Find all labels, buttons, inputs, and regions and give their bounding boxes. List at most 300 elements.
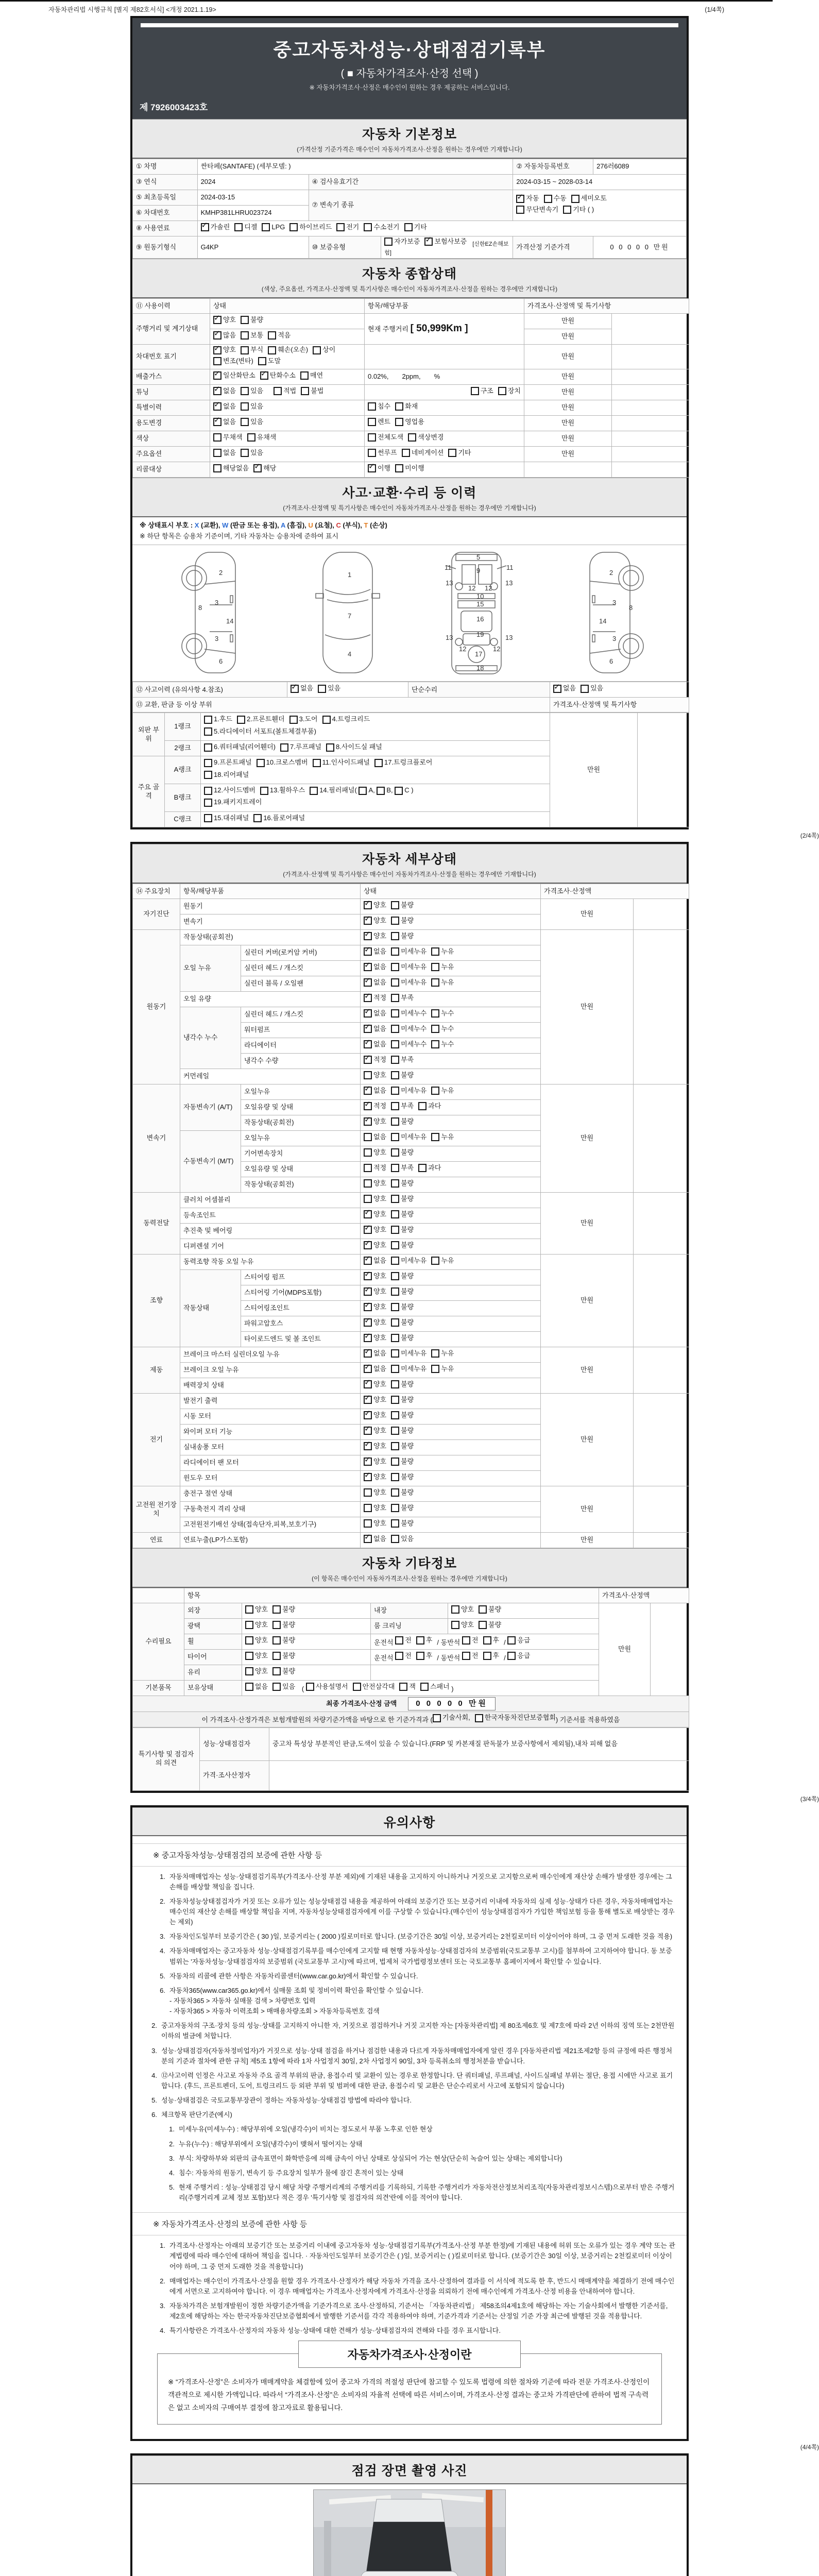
option-18.리어패널[interactable]: 18.리어패널 — [204, 771, 249, 779]
option-있음[interactable]: 있음 — [272, 1683, 295, 1691]
option-적정[interactable]: 적정 — [364, 1164, 386, 1173]
checkbox-icon — [391, 1071, 399, 1079]
option-미세누유[interactable]: 미세누유 — [391, 1349, 426, 1358]
checkbox-icon — [364, 978, 372, 987]
checkbox-icon — [408, 433, 416, 442]
option-누수[interactable]: 누수 — [431, 1025, 454, 1033]
option-불량[interactable]: 불량 — [272, 1605, 295, 1614]
option-10.크로스멤버[interactable]: 10.크로스멤버 — [257, 758, 308, 767]
option-불량[interactable]: 불량 — [391, 1179, 414, 1188]
option-미세누유[interactable]: 미세누유 — [391, 1365, 426, 1374]
option-화재[interactable]: 화재 — [395, 402, 418, 411]
document — [130, 16, 819, 2576]
option-누수[interactable]: 누수 — [431, 1040, 454, 1049]
option-많음[interactable]: ✓ 많음 — [213, 331, 236, 340]
option-불량[interactable]: 불량 — [272, 1621, 295, 1630]
other-info-title: 자동차 기타정보 — [362, 1556, 457, 1571]
option-탄화수소[interactable]: ✓ 탄화수소 — [260, 371, 296, 380]
option-양호[interactable]: 양호 — [364, 1488, 386, 1497]
option-후[interactable]: 후 — [483, 1652, 500, 1660]
option-양호[interactable]: ✓ 양호 — [364, 1458, 386, 1466]
option-있음[interactable]: 있음 — [241, 402, 263, 411]
option-훼손(오손)[interactable]: 훼손(오손) — [268, 346, 308, 354]
option-무단변속기[interactable]: 무단변속기 — [516, 206, 558, 214]
option-미세누유[interactable]: 미세누유 — [391, 1087, 426, 1095]
option-렌트[interactable]: 렌트 — [368, 418, 390, 427]
checkbox-icon — [272, 1605, 281, 1614]
option-양호[interactable]: ✓ 양호 — [364, 1226, 386, 1234]
option-양호[interactable]: ✓ 양호 — [364, 1303, 386, 1312]
option-불량[interactable]: 불량 — [391, 1396, 414, 1404]
option-없음[interactable]: ✓ 없음 — [364, 1365, 386, 1374]
option-미이행[interactable]: 미이행 — [395, 464, 424, 473]
option-없음[interactable]: ✓ 없음 — [364, 1535, 386, 1544]
option-해당없음[interactable]: 해당없음 — [213, 464, 249, 473]
option-양호[interactable]: ✓ 양호 — [364, 917, 386, 925]
option-보통[interactable]: 보통 — [241, 331, 263, 340]
status-cell — [361, 1347, 541, 1363]
option-미세누수[interactable]: 미세누수 — [391, 1009, 426, 1018]
option-누유[interactable]: 누유 — [431, 1257, 454, 1265]
reg-no-label: ② 자동차등록번호 — [513, 159, 593, 175]
option-6.쿼터패널(리어휀더)[interactable]: 6.쿼터패널(리어휀더) — [204, 743, 276, 752]
option-양호[interactable]: ✓ 양호 — [364, 1396, 386, 1404]
option-있음[interactable]: 있음 — [391, 1535, 414, 1544]
checkbox-icon — [391, 978, 399, 987]
option-후[interactable]: 후 — [483, 1636, 500, 1645]
status-cell — [210, 431, 365, 446]
option-불량[interactable]: 불량 — [391, 1488, 414, 1497]
status-cell — [361, 1455, 541, 1471]
status-cell — [361, 1224, 541, 1239]
checkbox-icon — [471, 387, 479, 395]
option-17.트렁크플로어[interactable]: 17.트렁크플로어 — [374, 758, 432, 767]
notice-item: 1. 가격조사·산정자는 아래의 보증기간 또는 보증거리 이내에 중고자동차 성능·상태점검기록부(가격조사·산정 부분 한정)에 기재된 내용에 허위 또는 오류가 있는 경우 계약 또는 관계법령에 따라 매수인에 대하여 책임을 집니다. · 자동차인도일부터 보증기간은 ( )일, 보증거리는 ( )킬로미터로 합니다. (보증기간은 30일 이상, 보증거리는 2천킬로미터 이상이어야 하며, 그 중 먼저 도래한 것을 적용합니다) — [160, 2242, 675, 2270]
option-누유[interactable]: 누유 — [431, 1349, 454, 1358]
option-적정[interactable]: ✓ 적정 — [364, 1102, 386, 1111]
checkbox-icon — [391, 1133, 399, 1141]
option-15.대쉬패널[interactable]: 15.대쉬패널 — [204, 814, 249, 823]
option-없음[interactable]: 없음 — [213, 449, 236, 457]
checkbox-icon — [204, 799, 212, 807]
checkbox-icon — [253, 814, 262, 822]
checkbox-icon — [234, 223, 243, 231]
option-미세누유[interactable]: 미세누유 — [391, 963, 426, 972]
option-없음[interactable]: ✓ 없음 — [213, 387, 236, 396]
option-양호[interactable]: ✓ 양호 — [364, 1411, 386, 1420]
photos-title: 점검 장면 촬영 사진 — [351, 2464, 468, 2479]
option-19.패키지트레이[interactable]: 19.패키지트레이 — [204, 798, 262, 807]
option-양호[interactable]: 양호 — [364, 1519, 386, 1528]
option-불량[interactable]: 불량 — [391, 1519, 414, 1528]
option-상이[interactable]: 상이 — [313, 346, 335, 354]
reg-no-value: 276러6089 — [593, 159, 687, 175]
option-양호[interactable]: 양호 — [451, 1605, 474, 1614]
option-없음[interactable]: 없음 — [364, 1133, 386, 1142]
checkbox-icon — [213, 387, 221, 395]
option-양호[interactable]: 양호 — [451, 1621, 474, 1630]
option-없음[interactable]: ✓ 없음 — [364, 947, 386, 956]
engine-value: G4KP — [197, 236, 309, 259]
option-디젤[interactable]: 디젤 — [234, 223, 257, 232]
option-불량[interactable]: 불량 — [391, 1334, 414, 1343]
option-적법[interactable]: 적법 — [274, 387, 296, 396]
option-불량[interactable]: 불량 — [241, 316, 263, 325]
option-양호[interactable]: ✓ 양호 — [364, 1380, 386, 1389]
option-침수[interactable]: 침수 — [368, 402, 390, 411]
checkbox-icon — [213, 449, 221, 457]
checkbox-icon — [204, 787, 212, 795]
row-label: 리콜대상 — [133, 462, 210, 477]
option-보험사보증[interactable]: ✓ 보험사보증 — [424, 238, 467, 246]
option-전기[interactable]: 전기 — [336, 223, 359, 232]
status-cell — [361, 1332, 541, 1347]
option-불량[interactable]: 불량 — [391, 1071, 414, 1080]
option-양호[interactable]: 양호 — [245, 1605, 268, 1614]
option-과다[interactable]: 과다 — [418, 1164, 441, 1173]
option-누유[interactable]: 누유 — [431, 978, 454, 987]
option-없음[interactable]: ✓ 없음 — [364, 978, 386, 987]
option-한국자동차진단보증협회[interactable]: 한국자동차진단보증협회 — [475, 1714, 556, 1722]
panel-number-label: 13 — [505, 579, 513, 587]
option-양호[interactable]: 양호 — [364, 1148, 386, 1157]
option-9.프론트패널[interactable]: 9.프론트패널 — [204, 758, 252, 767]
checkbox-icon — [424, 238, 433, 246]
simple-repair-options — [550, 682, 689, 698]
option-양호[interactable]: ✓ 양호 — [364, 1117, 386, 1126]
option-불량[interactable]: 불량 — [272, 1667, 295, 1676]
option-없음[interactable]: ✓ 없음 — [213, 418, 236, 427]
option-부족[interactable]: 부족 — [391, 1056, 414, 1064]
checkbox-icon — [544, 195, 552, 203]
option-불량[interactable]: 불량 — [391, 1411, 414, 1420]
option-불법[interactable]: 불법 — [301, 387, 323, 396]
option-양호[interactable]: 양호 — [245, 1652, 268, 1660]
option-양호[interactable]: 양호 — [364, 1179, 386, 1188]
price-cell: 만원 — [524, 400, 612, 415]
basic-items-group-label: 기본품목 — [133, 1681, 184, 1696]
option-불량[interactable]: 불량 — [391, 917, 414, 925]
option-불량[interactable]: 불량 — [391, 1318, 414, 1327]
final-price-label: 최종 가격조사·산정 금액 — [326, 1700, 397, 1708]
option-전[interactable]: 전 — [395, 1636, 412, 1645]
part-label: 배력장치 상태 — [180, 1378, 361, 1394]
option-부족[interactable]: 부족 — [391, 1164, 414, 1173]
option-기타 ( )[interactable]: 기타 ( ) — [563, 206, 594, 214]
option-기술사회,[interactable]: 기술사회, — [433, 1714, 470, 1722]
option-있음[interactable]: 있음 — [318, 684, 340, 693]
option-2.프론트휀더[interactable]: 2.프론트휀더 — [237, 715, 285, 724]
option-구조[interactable]: 구조 — [471, 387, 493, 396]
option-누수[interactable]: 누수 — [431, 1009, 454, 1018]
part-cell — [365, 384, 524, 400]
option-양호[interactable]: 양호 — [245, 1667, 268, 1676]
option-일산화탄소[interactable]: ✓ 일산화탄소 — [213, 371, 255, 380]
option-양호[interactable]: ✓ 양호 — [364, 1272, 386, 1281]
option-누유[interactable]: 누유 — [431, 947, 454, 956]
status-cell — [361, 1131, 541, 1146]
checkbox-icon — [204, 771, 212, 779]
price-cell: 만원 — [599, 1603, 651, 1696]
checkbox-icon — [391, 994, 399, 1002]
option-없음[interactable]: ✓ 없음 — [291, 684, 313, 693]
option-하이브리드[interactable]: 하이브리드 — [289, 223, 332, 232]
option-자동[interactable]: ✓ 자동 — [516, 194, 539, 203]
option-불량[interactable]: 불량 — [391, 1272, 414, 1281]
part-label: 실린더 블록 / 오일팬 — [241, 976, 361, 992]
option-후[interactable]: 후 — [416, 1636, 433, 1645]
option-8.사이드실 패널[interactable]: 8.사이드실 패널 — [326, 743, 382, 752]
option-해당[interactable]: ✓ 해당 — [253, 464, 276, 473]
checkbox-icon — [391, 1287, 399, 1296]
part-label: 오일유량 및 상태 — [241, 1162, 361, 1177]
checkbox-icon — [272, 1683, 281, 1691]
option-불량[interactable]: 불량 — [272, 1652, 295, 1660]
checkbox-icon — [272, 1667, 281, 1675]
option-없음[interactable]: ✓ 없음 — [364, 1349, 386, 1358]
option-양호[interactable]: ✓ 양호 — [364, 1241, 386, 1250]
option-14.필러패널[interactable]: 14.필러패널 ( A , B , C ) — [310, 786, 413, 795]
panel-number-label: 13 — [505, 634, 513, 642]
option-미세누유[interactable]: 미세누유 — [391, 947, 426, 956]
status-cell — [361, 1316, 541, 1332]
option-양호[interactable]: ✓ 양호 — [364, 1318, 386, 1327]
option-불량[interactable]: 불량 — [391, 1148, 414, 1157]
panel-number-label: 5 — [476, 553, 481, 562]
subgroup-label: 수동변속기 (M/T) — [180, 1131, 241, 1193]
status-cell — [361, 899, 541, 914]
option-자가보증[interactable]: 자가보증 — [384, 238, 420, 246]
price-survey-select: ( ■ 자동차가격조사·산정 선택 ) — [340, 68, 479, 79]
checkbox-icon — [391, 1303, 399, 1311]
option-응급[interactable]: 응급 — [507, 1652, 530, 1660]
option-후[interactable]: 후 — [416, 1652, 433, 1660]
option-양호[interactable]: 양호 — [364, 1195, 386, 1204]
option-불량[interactable]: 불량 — [391, 1473, 414, 1482]
option-불량[interactable]: 불량 — [272, 1636, 295, 1645]
option-양호[interactable]: ✓ 양호 — [364, 1287, 386, 1296]
definition-box-text: ※ “가격조사·산정”은 소비자가 매매계약을 체결함에 있어 중고차 가격의 적절성 판단에 참고할 수 있도록 법령에 의한 절차와 기준에 따라 전문 가격조사·산정인이 객관적으로 제시한 가액입니다. 따라서 “가격조사·산정”은 소비자의 자율적 선택에 따른 서비스이며, 가격조사·산정 결과는 중고차 가격판단에 관하여 법적 구속력은 없고 소비자의 구매여부 결정에 참고자료로 활용됩니다. — [168, 2378, 650, 2412]
option-전[interactable]: 전 — [462, 1636, 479, 1645]
part-label: 오일누유 — [241, 1131, 361, 1146]
note-cell — [634, 930, 689, 1084]
checkbox-icon — [364, 1458, 372, 1466]
option-양호[interactable]: ✓ 양호 — [364, 1473, 386, 1482]
option-양호[interactable]: ✓ 양호 — [213, 346, 236, 354]
option-미세누유[interactable]: 미세누유 — [391, 1257, 426, 1265]
option-불량[interactable]: 불량 — [391, 1504, 414, 1513]
option-없음[interactable]: ✓ 없음 — [364, 1009, 386, 1018]
option-색상변경[interactable]: 색상변경 — [408, 433, 443, 442]
option-누유[interactable]: 누유 — [431, 1365, 454, 1374]
option-불량[interactable]: 불량 — [391, 901, 414, 910]
option-부족[interactable]: 부족 — [391, 994, 414, 1003]
option-16.플로어패널[interactable]: 16.플로어패널 — [253, 814, 305, 823]
accident-history-subtitle: (가격조사·산정액 및 특기사항은 매수인이 자동차가격조사·산정을 원하는 경우에만 기재합니다) — [283, 504, 536, 512]
checkbox-icon — [272, 1621, 281, 1629]
option-13.휠하우스[interactable]: 13.휠하우스 — [260, 786, 305, 795]
option-양호[interactable]: ✓ 양호 — [364, 1334, 386, 1343]
option-수동[interactable]: 수동 — [544, 194, 567, 203]
inspect-value: 2024-03-15 ~ 2028-03-14 — [513, 175, 687, 190]
col-usage: ⑪ 사용이력 — [133, 299, 210, 314]
option-7.루프패널[interactable]: 7.루프패널 — [280, 743, 321, 752]
checkbox-icon — [313, 346, 321, 354]
option-이행[interactable]: ✓ 이행 — [368, 464, 390, 473]
option-불량[interactable]: 불량 — [391, 1458, 414, 1466]
part-label: 와이퍼 모터 기능 — [180, 1425, 361, 1440]
option-있음[interactable]: 있음 — [581, 684, 603, 693]
fuel-options — [197, 221, 686, 236]
option-양호[interactable]: ✓ 양호 — [364, 901, 386, 910]
row-label: 외장 — [184, 1603, 242, 1619]
option-11.인사이드패널[interactable]: 11.인사이드패널 — [313, 758, 370, 767]
option-매연[interactable]: 매연 — [300, 371, 323, 380]
option-불량[interactable]: 불량 — [479, 1621, 501, 1630]
option-양호[interactable]: 양호 — [245, 1621, 268, 1630]
option-없음[interactable]: ✓ 없음 — [213, 402, 236, 411]
notice-subitem: 5. 현재 주행거리 : 성능·상태점검 당시 해당 차량 주행거리계의 주행거리를 기록하되, 기록한 주행거리가 자동차전산정보처리조직(자동차관리정보시스템)으로부터 받은 주행거리(주행거리계 교체 정보 포함)보다 적은 경우 '특기사항 및 점검자의 의견'란에 이를 적어야 합니다. — [169, 2183, 675, 2202]
status-cell — [361, 1038, 541, 1054]
option-유채색[interactable]: 유채색 — [247, 433, 277, 442]
option-영업용[interactable]: 영업용 — [395, 418, 424, 427]
option-LPG[interactable]: LPG — [262, 223, 285, 232]
option-잭[interactable]: 잭 — [399, 1683, 416, 1691]
option-미세누유[interactable]: 미세누유 — [391, 1133, 426, 1142]
option-불량[interactable]: 불량 — [479, 1605, 501, 1614]
panel-number-label: 16 — [476, 615, 484, 623]
checkbox-icon — [391, 1380, 399, 1388]
option-전[interactable]: 전 — [395, 1652, 412, 1660]
option-썬루프[interactable]: 썬루프 — [368, 449, 397, 457]
note-cell — [634, 899, 689, 930]
option-불량[interactable]: 불량 — [391, 1303, 414, 1312]
status-cell — [361, 1255, 541, 1270]
option-3.도어[interactable]: 3.도어 — [289, 715, 318, 724]
status-cell — [210, 345, 365, 369]
checkbox-icon — [247, 433, 255, 442]
option-불량[interactable]: 불량 — [391, 1195, 414, 1204]
option-불량[interactable]: 불량 — [391, 1427, 414, 1435]
form-meta-row — [48, 5, 724, 14]
detail-state-title: 자동차 세부상태 — [362, 852, 457, 867]
part-label: 실린더 커버(로커암 커버) — [241, 945, 361, 961]
option-수소전기[interactable]: 수소전기 — [364, 223, 399, 232]
checkbox-icon — [462, 1652, 470, 1660]
engine-label: ⑨ 원동기형식 — [133, 236, 198, 259]
option-부족[interactable]: 부족 — [391, 1102, 414, 1111]
option-네비게이션[interactable]: 네비게이션 — [402, 449, 444, 457]
option-무채색[interactable]: 무채색 — [213, 433, 243, 442]
option-없음[interactable]: 없음 — [245, 1683, 268, 1691]
row-label: 유리 — [184, 1665, 242, 1681]
option-누유[interactable]: 누유 — [431, 963, 454, 972]
option-누유[interactable]: 누유 — [431, 1087, 454, 1095]
option-변조(변타)[interactable]: 변조(변타) — [213, 357, 253, 366]
option-적음[interactable]: 적음 — [268, 331, 291, 340]
checkbox-icon — [507, 1636, 516, 1645]
option-4.트렁크리드[interactable]: 4.트렁크리드 — [322, 715, 370, 724]
checkbox-icon — [272, 1636, 281, 1645]
option-도말[interactable]: 도말 — [258, 357, 281, 366]
option-양호[interactable]: 양호 — [364, 1504, 386, 1513]
option-12.사이드멤버[interactable]: 12.사이드멤버 — [204, 786, 255, 795]
option-세미오토[interactable]: 세미오토 — [571, 194, 607, 203]
option-양호[interactable]: ✓ 양호 — [364, 1210, 386, 1219]
rank-label: 1랭크 — [165, 713, 201, 741]
option-불량[interactable]: 불량 — [391, 1241, 414, 1250]
status-cell — [361, 1270, 541, 1285]
option-부식[interactable]: 부식 — [241, 346, 263, 354]
option-양호[interactable]: ✓ 양호 — [213, 316, 236, 325]
checkbox-icon — [364, 1380, 372, 1388]
option-있음[interactable]: 있음 — [241, 449, 263, 457]
option-없음[interactable]: ✓ 없음 — [364, 1025, 386, 1033]
option-불량[interactable]: 불량 — [391, 932, 414, 941]
option-장치[interactable]: 장치 — [498, 387, 521, 396]
option-과다[interactable]: 과다 — [418, 1102, 441, 1111]
option-안전삼각대[interactable]: 안전삼각대 — [353, 1683, 395, 1691]
option-불량[interactable]: 불량 — [391, 1226, 414, 1234]
device-label: 자기진단 — [133, 899, 180, 930]
option-불량[interactable]: 불량 — [391, 1210, 414, 1219]
checkbox-icon — [364, 1040, 372, 1048]
option-기타[interactable]: 기타 — [404, 223, 427, 232]
option-없음[interactable]: ✓ 없음 — [364, 963, 386, 972]
option-있음[interactable]: 있음 — [241, 418, 263, 427]
option-미세누수[interactable]: 미세누수 — [391, 1040, 426, 1049]
option-양호[interactable]: ✓ 양호 — [364, 1442, 386, 1451]
option-스패너[interactable]: 스패너 — [420, 1683, 450, 1691]
option-적정[interactable]: ✓ 적정 — [364, 994, 386, 1003]
notice-section-2-items — [144, 2241, 675, 2336]
option-있음[interactable]: 있음 — [241, 387, 263, 396]
option-5.라디에이터 서포트(볼트체결부품)[interactable]: 5.라디에이터 서포트(볼트체결부품) — [204, 727, 316, 736]
option-없음[interactable]: ✓ 없음 — [364, 1257, 386, 1265]
notice-item: 4. ⑫사고이력 인정은 사고로 자동차 주요 골격 부위의 판금, 용접수리 및 교환이 있는 경우로 한정합니다. 단 쿼터패널, 루프패널, 사이드실패널 부위는 절단, 용접 시에만 사고로 표기합니다. (후드, 프론트펜더, 도어, 트렁크리드 등 외판 부위 및 범퍼에 대한 판금, 용접수리 및 교환은 단순수리로서 사고에 포함되지 않습니다) — [151, 2071, 673, 2090]
option-불량[interactable]: 불량 — [391, 1287, 414, 1296]
option-불량[interactable]: 불량 — [391, 1380, 414, 1389]
repair-group-label: 수리필요 — [133, 1603, 184, 1681]
option-양호[interactable]: ✓ 양호 — [364, 932, 386, 941]
option-적정[interactable]: ✓ 적정 — [364, 1056, 386, 1064]
option-양호[interactable]: 양호 — [245, 1636, 268, 1645]
checkbox-icon — [359, 787, 367, 795]
option-양호[interactable]: ✓ 양호 — [364, 1427, 386, 1435]
option-없음[interactable]: ✓ 없음 — [553, 684, 576, 693]
price-cell: 만원 — [541, 1394, 634, 1486]
option-가솔린[interactable]: ✓ 가솔린 — [201, 223, 230, 232]
basic-items-options: 없음 있음 ( 사용설명서 안전삼각대 잭 스패너 ) — [242, 1681, 599, 1696]
device-label: 변속기 — [133, 1084, 180, 1193]
checkbox-icon — [391, 963, 399, 971]
option-없음[interactable]: ✓ 없음 — [364, 1040, 386, 1049]
option-양호[interactable]: 양호 — [364, 1071, 386, 1080]
option-누유[interactable]: 누유 — [431, 1133, 454, 1142]
option-응급[interactable]: 응급 — [507, 1636, 530, 1645]
option-불량[interactable]: 불량 — [391, 1117, 414, 1126]
option-전[interactable]: 전 — [462, 1652, 479, 1660]
option-1.후드[interactable]: 1.후드 — [204, 715, 232, 724]
option-전체도색[interactable]: 전체도색 — [368, 433, 403, 442]
option-사용설명서[interactable]: 사용설명서 — [306, 1683, 348, 1691]
option-미세누수[interactable]: 미세누수 — [391, 1025, 426, 1033]
option-불량[interactable]: 불량 — [391, 1442, 414, 1451]
option-미세누유[interactable]: 미세누유 — [391, 978, 426, 987]
base-price-value: 0 0 0 0 0 만원 — [593, 236, 687, 259]
option-기타[interactable]: 기타 — [448, 449, 471, 457]
option-없음[interactable]: ✓ 없음 — [364, 1087, 386, 1095]
